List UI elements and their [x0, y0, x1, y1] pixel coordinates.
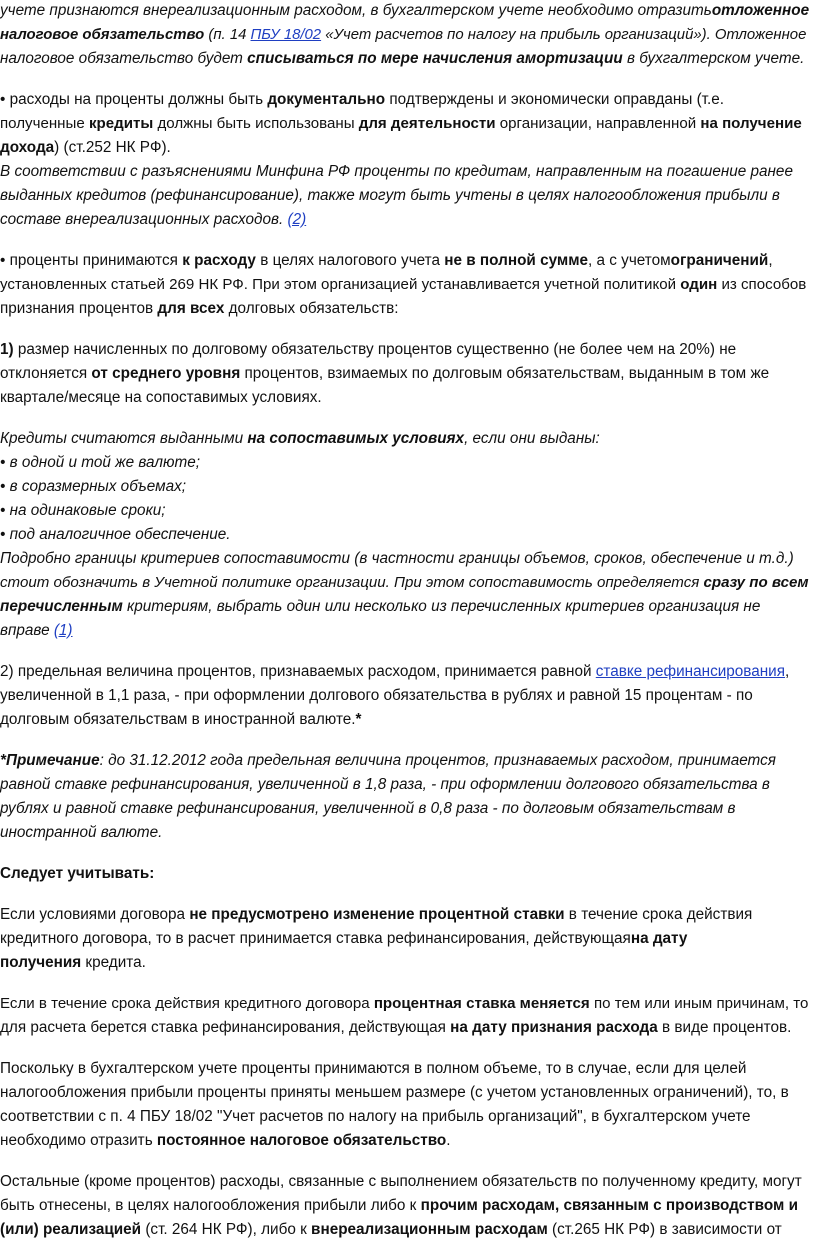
text: иностранной валюте. — [0, 824, 163, 841]
text: (ст. 264 НК РФ), либо к — [141, 1221, 312, 1238]
bold-text: налоговое обязательство — [0, 27, 205, 43]
text: . — [446, 1132, 451, 1149]
text: соответствии с п. 4 ПБУ 18/02 "Учет расчетов по налогу на прибыль организаций", в бухгалтерском учете — [0, 1108, 751, 1125]
text: кредитного договора, то в расчет принимается ставка рефинансирования, действующая — [0, 930, 631, 947]
text: долговых обязательств: — [224, 300, 399, 317]
bold-text: сразу по всем — [703, 574, 809, 591]
text: (п. 14 — [204, 27, 251, 43]
text: в бухгалтерском учете. — [622, 50, 805, 67]
bold-text: не предусмотрено изменение процентной ставки — [189, 906, 565, 923]
text: налогообложения прибыли проценты приняты меньшем размере (с учетом установленных ограничений), то, в — [0, 1084, 789, 1101]
paragraph-comparable-conditions — [0, 427, 812, 643]
section-heading — [0, 862, 812, 886]
bold-text: списываться по мере начисления амортизации — [247, 50, 623, 67]
text: Если в течение срока действия кредитного договора — [0, 995, 374, 1012]
list-item: • под аналогичное обеспечение. — [0, 526, 231, 543]
text: : до 31.12.2012 года предельная величина процентов, признаваемых расходом, принимается — [99, 752, 776, 769]
text: организации, направленной — [495, 115, 701, 132]
bold-text: внереализационным расходам — [311, 1221, 548, 1238]
text: выданных кредитов (рефинансирование), также могут быть учтены в целях налогообложения прибыли в — [0, 187, 780, 204]
text: долговым обязательствам в иностранной валюте. — [0, 711, 356, 728]
text: , — [785, 663, 790, 680]
text: • проценты принимаются — [0, 252, 183, 269]
paragraph-permanent-liability — [0, 1057, 812, 1153]
list-item: • в соразмерных объемах; — [0, 478, 187, 495]
bold-text: на сопоставимых условиях — [247, 430, 465, 447]
text: Подробно границы критериев сопоставимости (в частности границы объемов, сроков, обеспечение и т.д.) — [0, 550, 794, 567]
asterisk: * — [355, 711, 362, 728]
paragraph-interest-documented — [0, 88, 812, 232]
text: размер начисленных по долговому обязательству процентов существенно (не более чем на 20%) не — [13, 341, 737, 358]
paragraph-method-2 — [0, 660, 812, 732]
text: в целях налогового учета — [255, 252, 445, 269]
bold-text: для всех — [157, 300, 225, 317]
text: • расходы на проценты должны быть — [0, 91, 268, 108]
text: процентов, взимаемых по долговым обязательствам, выданным в том же — [240, 365, 770, 382]
text: , если они выданы: — [464, 430, 600, 447]
text: в течение срока действия — [564, 906, 753, 923]
text: (ст.265 НК РФ) в зависимости от — [547, 1221, 782, 1238]
text: полученные — [0, 115, 89, 132]
bold-text: на дату признания расхода — [450, 1019, 658, 1036]
bold-text: 1) — [0, 341, 14, 358]
text: должны быть использованы — [153, 115, 359, 132]
bold-text: кредиты — [88, 115, 154, 132]
text: составе внереализационных расходов. — [0, 211, 288, 228]
text: Остальные (кроме процентов) расходы, связанные с выполнением обязательств по полученному кредиту, могут — [0, 1173, 802, 1190]
bold-text: для деятельности — [358, 115, 496, 132]
text: равной ставке рефинансирования, увеличенной в 1,8 раза, - при оформлении долгового обязательства в — [0, 776, 770, 793]
paragraph-deferred-tax — [0, 0, 812, 71]
bold-text: не в полной сумме — [444, 252, 589, 269]
footnote-2-link[interactable]: (2) — [287, 211, 307, 228]
paragraph-interest-limits — [0, 249, 812, 321]
bold-text: постоянное налоговое обязательство — [156, 1132, 447, 1149]
text: увеличенной в 1,1 раза, - при оформлении долгового обязательства в рублях и равной 15 процентам - по — [0, 687, 753, 704]
text: Поскольку в бухгалтерском учете проценты принимаются в полном объеме, то в случае, если для целей — [0, 1060, 747, 1077]
bold-text: на получение — [700, 115, 802, 132]
bold-text: отложенное — [711, 2, 810, 19]
list-item: • в одной и той же валюте; — [0, 454, 200, 471]
text: необходимо отразить — [0, 1132, 157, 1149]
list-item: • на одинаковые сроки; — [0, 502, 166, 519]
refinancing-rate-link[interactable]: ставке рефинансирования — [595, 663, 786, 680]
text: В соответствии с разъяснениями Минфина РФ проценты по кредитам, направленным на погашение ранее — [0, 163, 793, 180]
text: рублях и равной ставке рефинансирования, увеличенной в 0,8 раза - по долговым обязательствам в — [0, 800, 736, 817]
text: Кредиты считаются выданными — [0, 430, 248, 447]
bold-text: документально — [267, 91, 386, 108]
note-label: *Примечание — [0, 752, 100, 769]
paragraph-variable-rate — [0, 992, 812, 1040]
heading-text: Следует учитывать: — [0, 865, 155, 882]
text: установленных статьей 269 НК РФ. При этом организацией устанавливается учетной политикой — [0, 276, 681, 293]
text: подтверждены и экономически оправданы (т.е. — [385, 91, 724, 108]
bold-text: процентная ставка меняется — [373, 995, 590, 1012]
text: учете признаются внереализационным расходом, в бухгалтерском учете необходимо отразить — [0, 2, 712, 19]
text: вправе — [0, 622, 54, 639]
text: в виде процентов. — [657, 1019, 792, 1036]
paragraph-fixed-rate — [0, 903, 812, 975]
pbu-18-02-link[interactable]: ПБУ 18/02 — [250, 27, 322, 43]
bold-text: к расходу — [182, 252, 256, 269]
text: , — [768, 252, 773, 269]
text: по тем или иным причинам, то — [589, 995, 809, 1012]
text: для расчета берется ставка рефинансирования, действующая — [0, 1019, 451, 1036]
text: быть отнесены, в целях налогообложения прибыли либо к — [0, 1197, 421, 1214]
bold-text: на дату — [630, 930, 688, 947]
text: стоит обозначить в Учетной политике организации. При этом сопоставимость определяется — [0, 574, 704, 591]
bold-text: дохода — [0, 139, 55, 156]
text: ) (ст.252 НК РФ). — [54, 139, 171, 156]
bold-text: (или) реализацией — [0, 1221, 142, 1238]
paragraph-other-expenses — [0, 1170, 812, 1242]
text: налоговое обязательство будет — [0, 50, 248, 67]
text: кредита. — [81, 954, 146, 971]
paragraph-method-1 — [0, 338, 812, 410]
bold-text: от среднего уровня — [91, 365, 241, 382]
bold-text: прочим расходам, связанным с производством и — [420, 1197, 798, 1214]
bold-text: один — [680, 276, 718, 293]
text: 2) предельная величина процентов, признаваемых расходом, принимается равной — [0, 663, 596, 680]
bold-text: получения — [0, 954, 82, 971]
text: квартале/месяце на сопоставимых условиях. — [0, 389, 322, 406]
text: Если условиями договора — [0, 906, 190, 923]
paragraph-note — [0, 749, 812, 845]
text: отклоняется — [0, 365, 92, 382]
bold-text: перечисленным — [0, 598, 123, 615]
text: «Учет расчетов по налогу на прибыль организаций»). Отложенное — [321, 27, 807, 43]
text: , а с учетом — [588, 252, 671, 269]
text: признания процентов — [0, 300, 158, 317]
bold-text: ограничений — [670, 252, 769, 269]
text: из способов — [717, 276, 807, 293]
text: критериям, выбрать один или несколько из перечисленных критериев организация не — [122, 598, 761, 615]
footnote-1-link[interactable]: (1) — [53, 622, 73, 639]
